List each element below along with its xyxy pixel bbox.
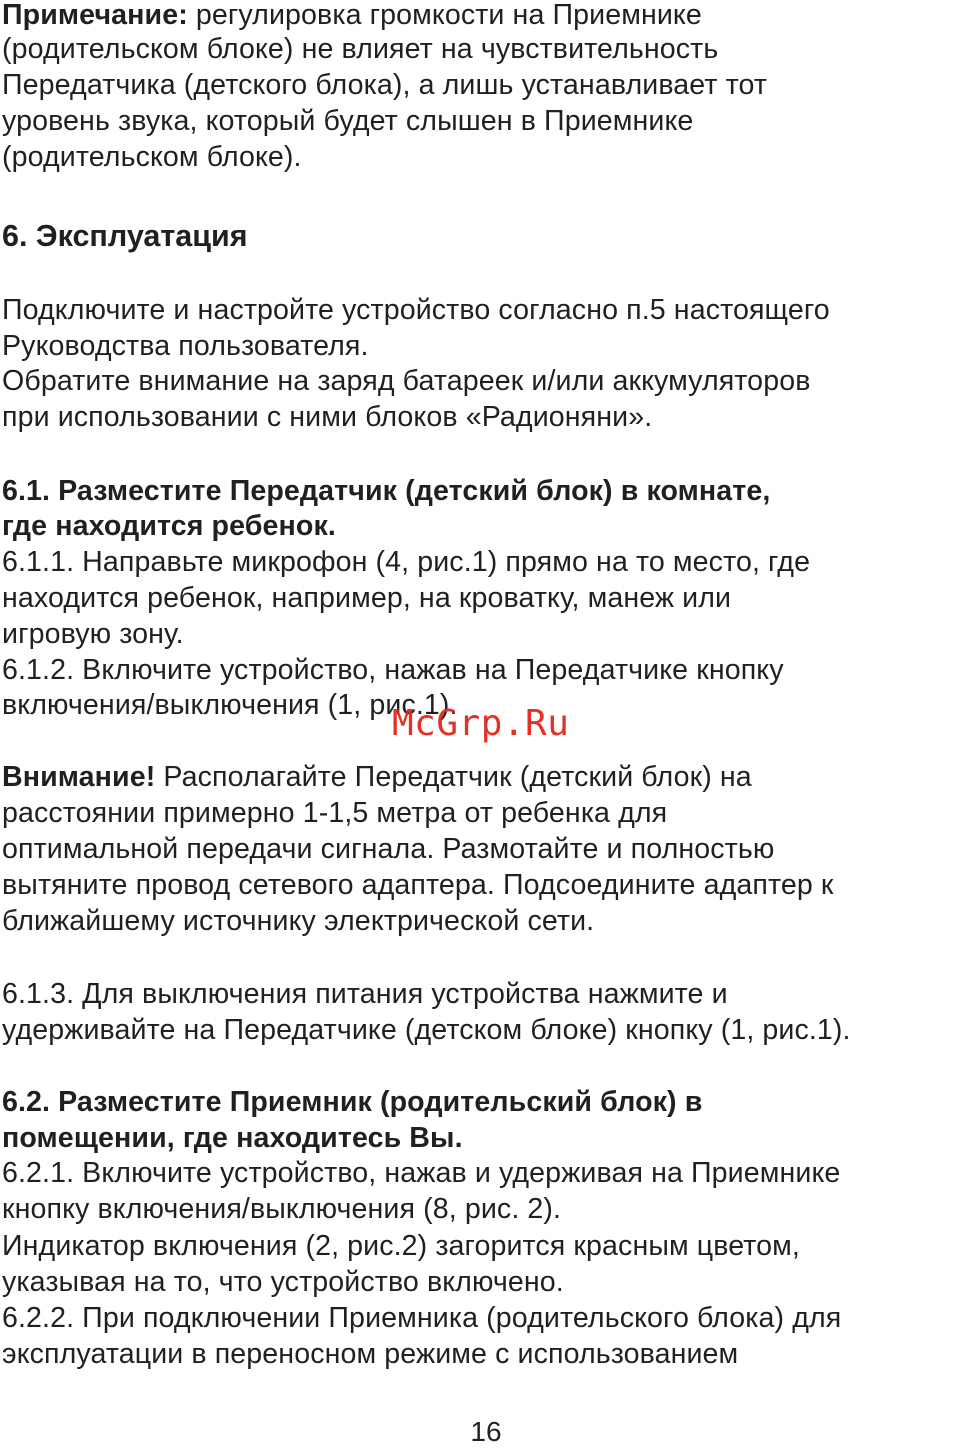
section-6-2-heading: 6.2. Разместите Приемник (родительский блок) в [2,1086,703,1118]
section-6-1-item: находится ребенок, например, на кроватку, манеж или [2,582,732,614]
note-label: Примечание: [2,0,188,31]
warning-text-first: Располагайте Передатчик (детский блок) на [155,761,752,793]
section-6-1-heading: 6.1. Разместите Передатчик (детский блок) в комнате, [2,475,771,507]
section-6-1-heading: где находится ребенок. [2,510,336,542]
section-6-1-item: игровую зону. [2,618,184,650]
section-6-1-item: включения/выключения (1, рис.1). [2,689,458,721]
warning-line-1 [2,759,752,795]
section-6-2-item: эксплуатации в переносном режиме с использованием [2,1338,739,1370]
section-6-2-item: указывая на то, что устройство включено. [2,1266,564,1298]
section-6-title: 6. Эксплуатация [2,219,248,253]
section-6-2-item: 6.2.1. Включите устройство, нажав и удерживая на Приемнике [2,1157,841,1189]
warning-label: Внимание! [2,761,156,793]
note-line-1 [2,0,702,33]
section-6-2-item: кнопку включения/выключения (8, рис. 2). [2,1193,562,1225]
section-6-line: при использовании с ними блоков «Радионяни». [2,401,653,433]
note-line: (родительском блоке) не влияет на чувствительность [2,33,719,65]
note-line: (родительском блоке). [2,141,302,173]
item-6-1-3-line: удерживайте на Передатчике (детском блоке) кнопку (1, рис.1). [2,1014,851,1046]
section-6-1-item: 6.1.2. Включите устройство, нажав на Передатчике кнопку [2,654,784,686]
note-line: уровень звука, который будет слышен в Приемнике [2,105,694,137]
warning-line: ближайшему источнику электрической сети. [2,905,595,937]
watermark: McGrp.Ru [392,703,570,744]
warning-line: расстоянии примерно 1-1,5 метра от ребенка для [2,797,668,829]
note-line: Передатчика (детского блока), а лишь устанавливает тот [2,69,768,101]
section-6-line: Подключите и настройте устройство согласно п.5 настоящего [2,294,830,326]
section-6-line: Обратите внимание на заряд батареек и/или аккумуляторов [2,365,811,397]
item-6-1-3-line: 6.1.3. Для выключения питания устройства нажмите и [2,978,728,1010]
section-6-2-item: Индикатор включения (2, рис.2) загорится красным цветом, [2,1230,800,1262]
note-text-first: регулировка громкости на Приемнике [187,0,702,31]
section-6-2-item: 6.2.2. При подключении Приемника (родительского блока) для [2,1302,842,1334]
section-6-2-heading: помещении, где находитесь Вы. [2,1122,463,1154]
warning-line: вытяните провод сетевого адаптера. Подсоедините адаптер к [2,869,834,901]
section-6-1-item: 6.1.1. Направьте микрофон (4, рис.1) прямо на то место, где [2,546,811,578]
warning-line: оптимальной передачи сигнала. Размотайте и полностью [2,833,775,865]
page-number: 16 [470,1416,502,1447]
section-6-line: Руководства пользователя. [2,330,369,362]
